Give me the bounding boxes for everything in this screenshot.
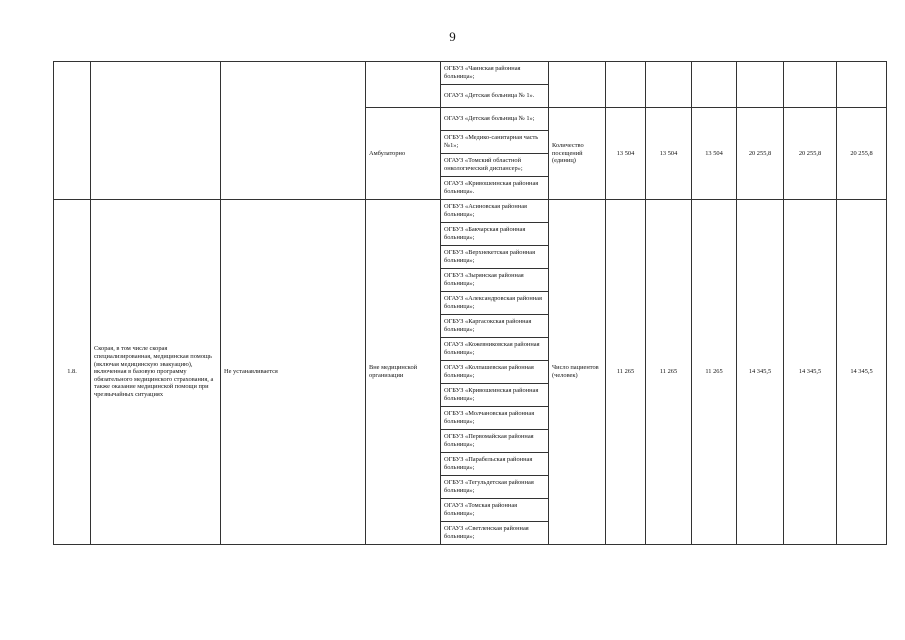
empty-cell bbox=[646, 62, 692, 108]
organization-cell: ОГАУЗ «Светленская районная больница»; bbox=[441, 522, 549, 545]
empty-cell bbox=[692, 62, 737, 108]
empty-cell bbox=[91, 62, 221, 200]
organization-cell: ОГБУЗ «Чаинская районная больница»; bbox=[441, 62, 549, 85]
organization-cell: ОГАУЗ «Кожевниковская районная больница»; bbox=[441, 338, 549, 361]
organization-cell: ОГАУЗ «Детская больница № 1»; bbox=[441, 108, 549, 131]
empty-cell bbox=[221, 62, 366, 200]
empty-cell bbox=[549, 62, 606, 108]
service-name-cell: Скорая, в том числе скорая специализированная, медицинская помощь (включая медицинскую эвакуацию), включенная в базовую программу обязательного медицинского страхования, а также оказание медицинской помощи при чрезвычайных ситуациях bbox=[91, 200, 221, 545]
organization-cell: ОГАУЗ «Томский областной онкологический диспансер»; bbox=[441, 154, 549, 177]
value-cell: 14 345,5 bbox=[837, 200, 887, 545]
organization-cell: ОГБУЗ «Бакчарская районная больница»; bbox=[441, 223, 549, 246]
organization-cell: ОГБУЗ «Асиновская районная больница»; bbox=[441, 200, 549, 223]
condition-cell: Вне медицинской организации bbox=[366, 200, 441, 545]
value-cell: 13 504 bbox=[646, 108, 692, 200]
value-cell: 13 504 bbox=[606, 108, 646, 200]
organization-cell: ОГАУЗ «Александровская районная больница»; bbox=[441, 292, 549, 315]
organization-cell: ОГАУЗ «Детская больница № 1». bbox=[441, 85, 549, 108]
organization-cell: ОГБУЗ «Молчановская районная больница»; bbox=[441, 407, 549, 430]
unit-cell: Число пациентов (человек) bbox=[549, 200, 606, 545]
organization-cell: ОГБУЗ «Каргасокская районная больница»; bbox=[441, 315, 549, 338]
unit-cell: Количество посещений (единиц) bbox=[549, 108, 606, 200]
organization-cell: ОГАУЗ «Колпашевская районная больница»; bbox=[441, 361, 549, 384]
organization-cell: ОГАУЗ «Томская районная больница»; bbox=[441, 499, 549, 522]
value-cell: 13 504 bbox=[692, 108, 737, 200]
empty-cell bbox=[837, 62, 887, 108]
value-cell: 20 255,8 bbox=[784, 108, 837, 200]
empty-cell bbox=[606, 62, 646, 108]
empty-cell bbox=[737, 62, 784, 108]
organization-cell: ОГБУЗ «Верхнекетская районная больница»; bbox=[441, 246, 549, 269]
status-cell: Не устанавливается bbox=[221, 200, 366, 545]
row-number-cell: 1.8. bbox=[54, 200, 91, 545]
organization-cell: ОГАУЗ «Кривошеинская районная больница». bbox=[441, 177, 549, 200]
organization-cell: ОГБУЗ «Кривошеинская районная больница»; bbox=[441, 384, 549, 407]
organization-cell: ОГБУЗ «Зырянская районная больница»; bbox=[441, 269, 549, 292]
value-cell: 11 265 bbox=[646, 200, 692, 545]
empty-cell bbox=[366, 62, 441, 108]
empty-cell bbox=[784, 62, 837, 108]
value-cell: 14 345,5 bbox=[737, 200, 784, 545]
organization-cell: ОГБУЗ «Парабельская районная больница»; bbox=[441, 453, 549, 476]
organization-cell: ОГБУЗ «Тегульдетская районная больница»; bbox=[441, 476, 549, 499]
organization-cell: ОГБУЗ «Медико-санитарная часть №1»; bbox=[441, 131, 549, 154]
table-row bbox=[54, 62, 887, 85]
value-cell: 20 255,8 bbox=[837, 108, 887, 200]
condition-cell: Амбулаторно bbox=[366, 108, 441, 200]
table-row bbox=[54, 200, 887, 223]
value-cell: 11 265 bbox=[606, 200, 646, 545]
organization-cell: ОГБУЗ «Первомайская районная больница»; bbox=[441, 430, 549, 453]
value-cell: 20 255,8 bbox=[737, 108, 784, 200]
program-table bbox=[53, 61, 887, 545]
value-cell: 11 265 bbox=[692, 200, 737, 545]
empty-cell bbox=[54, 62, 91, 200]
page-number: 9 bbox=[449, 29, 456, 44]
value-cell: 14 345,5 bbox=[784, 200, 837, 545]
